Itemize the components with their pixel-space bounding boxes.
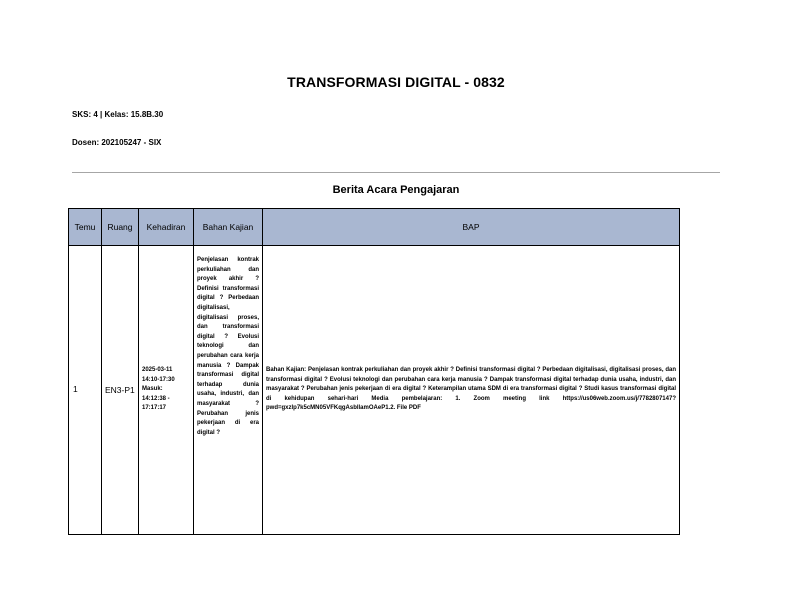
table-row (69, 246, 680, 535)
header-ruang: Ruang (102, 209, 139, 246)
kehadiran-masuk-end: 17:17:17 (142, 405, 167, 412)
section-title: Berita Acara Pengajaran (332, 184, 460, 196)
document-title: TRANSFORMASI DIGITAL - 0832 (287, 74, 505, 90)
kehadiran-schedule: 14:10-17:30 (142, 376, 175, 383)
bap-table (68, 208, 680, 535)
header-temu: Temu (69, 209, 102, 246)
header-bap: BAP (263, 209, 680, 246)
divider (72, 172, 720, 173)
cell-bap: Bahan Kajian: Penjelasan kontrak perkuliahan dan proyek akhir ? Definisi transformasi digital ? Perbedaan digitalisasi, digitalisasi proses, dan transformasi digital ? Evolusi teknologi dan perubahan cara kerja manusia ? Dampak transformasi digital terhadap dunia usaha, industri, dan masyarakat ? Perubahan jenis pekerjaan di era digital ? Keterampilan utama SDM di era transformasi digital ? Studi kasus transformasi digital di kehidupan sehari-hari Media pembelajaran: 1. Zoom meeting link https://us06web.zoom.us/j/7782807147?pwd=gxzlp7k5cMN05VFKqgAsbllamOAeP1.2. File PDF (263, 246, 680, 535)
kehadiran-date: 2025-03-11 (142, 367, 173, 374)
header-kehadiran: Kehadiran (139, 209, 194, 246)
sks-kelas-line: SKS: 4 | Kelas: 15.8B.30 (72, 110, 164, 119)
kehadiran-masuk-label: Masuk: (142, 386, 163, 393)
dosen-line: Dosen: 202105247 - SIX (72, 138, 162, 147)
table-header-row (69, 209, 680, 246)
kehadiran-masuk-start: 14:12:38 - (142, 395, 170, 402)
cell-kehadiran (139, 246, 194, 535)
cell-bahan-kajian: Penjelasan kontrak perkuliahan dan proyek akhir ? Definisi transformasi digital ? Perbedaan digitalisasi, digitalisasi proses, dan transformasi digital ? Evolusi teknologi dan perubahan cara kerja manusia ? Dampak transformasi digital terhadap dunia usaha, industri, dan masyarakat ? Perubahan jenis pekerjaan di era digital ? (194, 246, 263, 535)
header-bahan-kajian: Bahan Kajian (194, 209, 263, 246)
cell-ruang: EN3-P1 (102, 246, 139, 535)
cell-temu: 1 (69, 246, 102, 535)
